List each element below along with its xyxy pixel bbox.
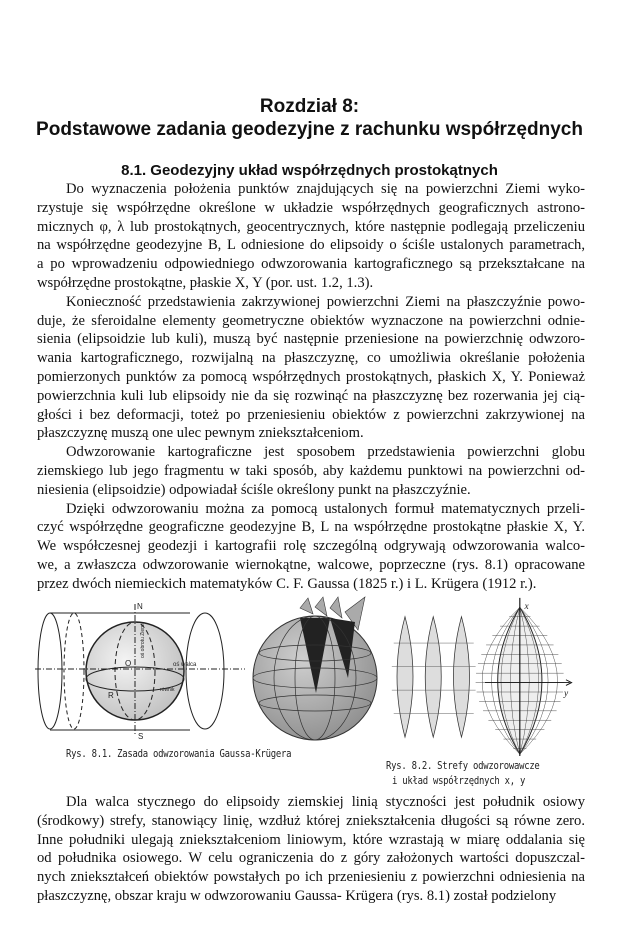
figure-8-1-caption: Rys. 8.1. Zasada odwzorowania Gaussa-Krügera: [66, 748, 292, 760]
label-equator: równik: [160, 687, 175, 693]
paragraph-line: czyć współrzędne geograficzne geodezyjne B, L na współrzędne prostokątne płaskie X, Y.: [37, 519, 585, 536]
paragraph-line: micznych φ, λ lub prostokątnych, geocentrycznych, które następnie podlegają przeliczeniu: [37, 218, 585, 235]
label-earth-axis: oś obrotu Ziemi: [140, 623, 146, 658]
paragraph-line: We współczesnej geodezji i kartografii rolę szczególną odgrywają odwzorowania walco-: [37, 538, 585, 555]
chapter-label: Rozdział 8:: [259, 96, 360, 117]
paragraph-line: płaszczyznę, obszar kraju w odwzorowaniu Gaussa- Krügera (rys. 8.1) został podzielony: [37, 887, 557, 904]
label-south: S: [138, 732, 144, 741]
paragraph-line: a po wprowadzeniu odpowiedniego odwzorowania kartograficznego są przekształcane na: [37, 256, 585, 273]
label-center: O: [125, 659, 132, 668]
paragraph-line: na współrzędne geodezyjne B, L odniesione do elipsoidy o ściśle ustalonych parametrach,: [37, 237, 585, 254]
paragraph-line: od południka osiowego. W celu ograniczenia do z góry założonych wartości dopuszczal-: [37, 850, 585, 867]
figure-gauss-kruger-cylinder: [30, 596, 380, 744]
chapter-title: Podstawowe zadania geodezyjne z rachunku współrzędnych: [36, 119, 583, 140]
figure-zones-and-axes: [385, 596, 585, 756]
paragraph-line: nych zniekształceń obiektów powstałych po ich przeniesieniu z powierzchni odniesienia na: [37, 869, 585, 886]
coordinate-grid-zone: [476, 598, 572, 756]
paragraph-line: duje, że sferoidalne elementy geometryczne obiektów wyznaczone na powierzchni odnie-: [37, 312, 585, 329]
paragraph-line: Dzięki odwzorowaniu można za pomocą ustalonych formuł matematycznych przeli-: [66, 500, 585, 517]
paragraph-line: pomierzonych punktów za pomocą współrzędnych prostokątnych, płaskich X, Y. Ponieważ: [37, 368, 585, 385]
paragraph-line: we, a zwłaszcza odwzorowanie wiernokątne, walcowe, poprzeczne (rys. 8.1) opracowane: [37, 556, 585, 573]
label-north: N: [137, 602, 143, 611]
paragraph-line: Dla walca stycznego do elipsoidy ziemskiej linią styczności jest południk osiowy: [66, 794, 585, 810]
figure-8-2-caption-line1: Rys. 8.2. Strefy odwzorowawcze: [386, 760, 540, 772]
paragraph-line: ziemskiego lub jego fragmentu w taki sposób, aby każdemu punktowi na powierzchni od-: [37, 462, 585, 479]
section-heading: 8.1. Geodezyjny układ współrzędnych prostokątnych: [121, 162, 498, 179]
paragraph-line: płaszczyznę muszą one ulec pewnym zniekształceniom.: [37, 425, 364, 442]
body-text-top: [37, 180, 585, 594]
paragraph-line: rzystuje się współrzędne określone w układzie współrzędnych geograficznych astrono-: [37, 199, 585, 216]
label-y-axis: y: [564, 688, 569, 699]
label-cylinder-axis: oś walca: [173, 662, 197, 668]
paragraph-line: (środkowy) strefy, stanowiący linię, wzdłuż której zniekształcenia długości są równe zero.: [37, 812, 585, 829]
label-radius: R: [108, 691, 114, 700]
paragraph-line: niesienia (elipsoidzie) odpowiadał ściśle określony punkt na płaszczyźnie.: [37, 481, 471, 498]
paragraph-line: sienia (elipsoidzie lub kuli), muszą być następnie przeniesione na powierzchnię odwzoro-: [37, 331, 585, 348]
body-text-bottom: [37, 793, 585, 906]
paragraph-line: głości i bez deformacji, toteż po przeniesieniu obiektów z powierzchni zakrzywionej na: [37, 406, 585, 423]
paragraph-line: powierzchnia kuli lub elipsoidy nie da się rozwinąć na płaszczyznę bez rozerwania jej cią-: [37, 387, 585, 404]
paragraph-line: wania kartograficznego, rozwijalną na płaszczyznę, co umożliwia określanie położenia: [37, 350, 585, 367]
paragraph-line: Do wyznaczenia położenia punktów znajdujących się na powierzchni Ziemi wyko-: [66, 181, 585, 197]
paragraph-line: przez dwóch niemieckich matematyków C. F. Gaussa (1825 r.) i L. Krügera (1912 r.).: [37, 575, 537, 592]
paragraph-line: Konieczność przedstawienia zakrzywionej powierzchni Ziemi na płaszczyźnie powo-: [66, 293, 585, 310]
figure-8-2-caption-line2: i układ współrzędnych x, y: [392, 775, 526, 787]
globe-illustration: [253, 597, 377, 740]
projection-zones: [397, 617, 469, 737]
label-x-axis: x: [524, 602, 529, 613]
paragraph-line: Odwzorowanie kartograficzne jest sposobem przedstawienia powierzchni globu: [66, 444, 585, 461]
paragraph-line: Inne południki ulegają zniekształceniom liniowym, które wzrastają w miarę oddalania się: [37, 831, 585, 848]
paragraph-line: współrzędne prostokątne, płaskie X, Y (por. ust. 1.2, 1.3).: [37, 274, 374, 291]
